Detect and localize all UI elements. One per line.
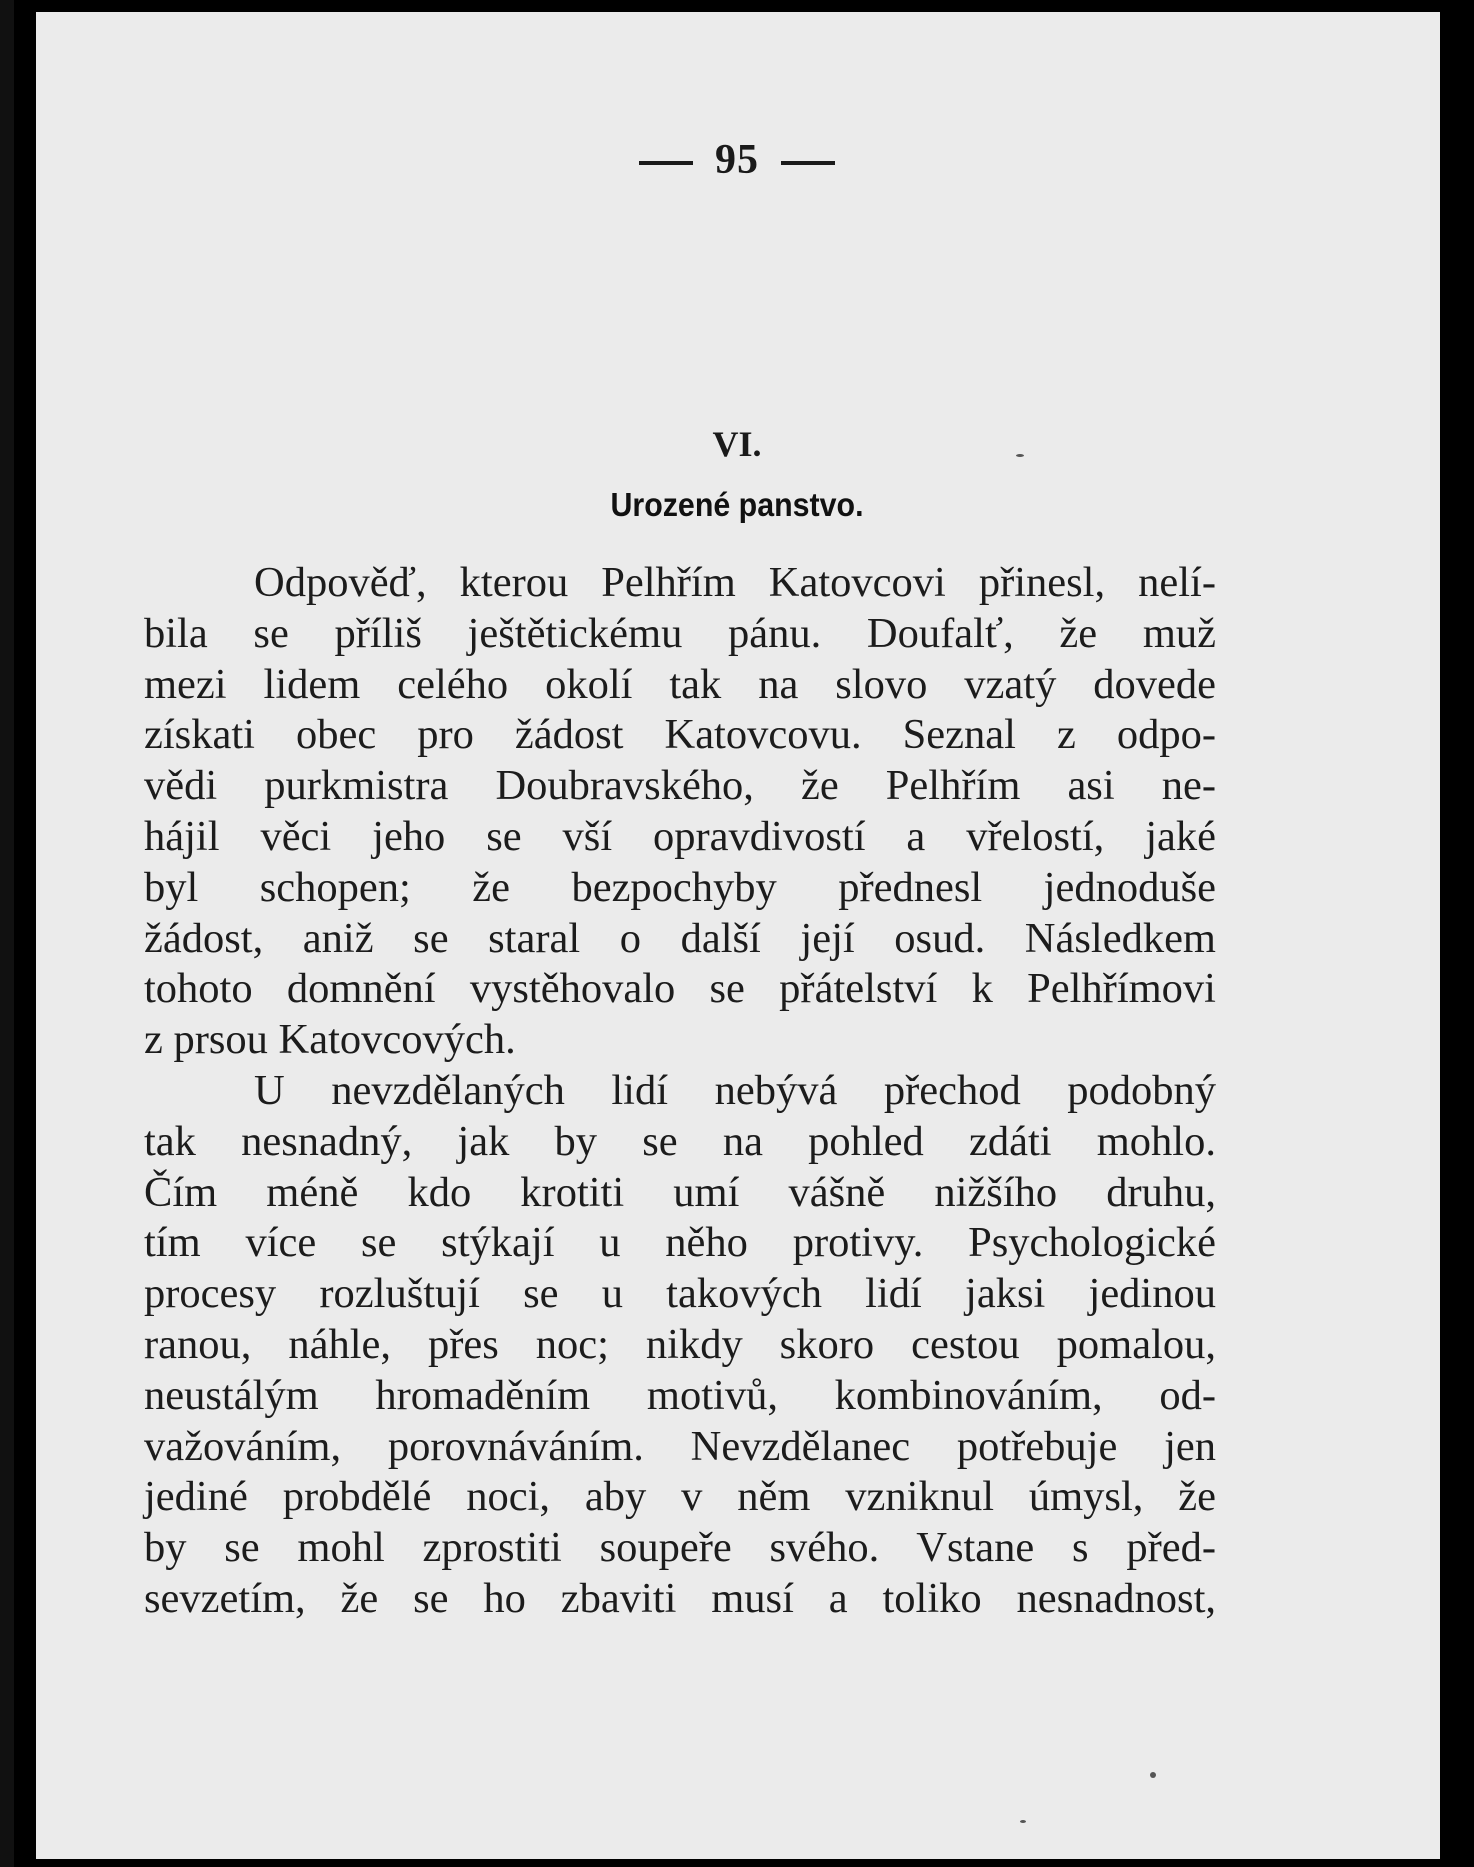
print-speck — [1150, 1772, 1156, 1778]
text-line: neustálým hromaděním motivů, kombinováním, od- — [144, 1371, 1216, 1419]
text-line: jediné probdělé noci, aby v něm vzniknul úmysl, že — [144, 1473, 1216, 1521]
left-dash — [639, 161, 693, 165]
text-line: vědi purkmistra Doubravského, že Pelhřím asi ne- — [144, 762, 1216, 810]
text-line: procesy rozluštují se u takových lidí jaksi jedinou — [144, 1270, 1216, 1318]
page-header — [0, 136, 1474, 184]
text-line: byl schopen; že bezpochyby přednesl jednoduše — [144, 863, 1216, 911]
text-line: ranou, náhle, přes noc; nikdy skoro cestou pomalou, — [144, 1320, 1216, 1368]
text-line: Odpověď, kterou Pelhřím Katovcovi přinesl, nelí- — [254, 559, 1216, 606]
text-line: Čím méně kdo krotiti umí vášně nižšího druhu, — [144, 1168, 1216, 1216]
text-line: važováním, porovnáváním. Nevzdělanec potřebuje jen — [144, 1422, 1216, 1470]
text-line: z prsou Katovcových. — [144, 1016, 516, 1064]
text-line: U nevzdělaných lidí nebývá přechod podobný — [254, 1066, 1216, 1114]
text-line: tak nesnadný, jak by se na pohled zdáti mohlo. — [144, 1117, 1216, 1165]
book-spine-edge — [0, 0, 14, 1867]
chapter-title: Urozené panstvo. — [610, 486, 864, 523]
text-line: získati obec pro žádost Katovcovu. Seznal z odpo- — [144, 711, 1216, 759]
page-number: 95 — [715, 137, 759, 183]
text-line: sevzetím, že se ho zbaviti musí a toliko nesnadnost, — [144, 1574, 1216, 1622]
right-dash — [781, 161, 835, 165]
paragraph-1 — [144, 558, 1216, 1066]
text-line: žádost, aniž se staral o další její osud. Následkem — [144, 914, 1216, 962]
text-line: by se mohl zprostiti soupeře svého. Vstane s před- — [144, 1524, 1216, 1572]
text-line: bila se příliš ještětickému pánu. Doufalť, že muž — [144, 609, 1216, 657]
text-line: mezi lidem celého okolí tak na slovo vzatý dovede — [144, 660, 1216, 708]
text-line: hájil věci jeho se vší opravdivostí a vřelostí, jaké — [144, 812, 1216, 860]
text-line: tohoto domnění vystěhovalo se přátelství k Pelhřímovi — [144, 965, 1216, 1013]
print-speck — [1020, 1820, 1026, 1823]
print-speck — [1016, 454, 1024, 457]
paragraph-2 — [144, 1066, 1216, 1625]
chapter-number: VI. — [712, 424, 762, 464]
body-text — [144, 558, 1216, 1625]
text-line: tím více se stýkají u něho protivy. Psychologické — [144, 1219, 1216, 1267]
